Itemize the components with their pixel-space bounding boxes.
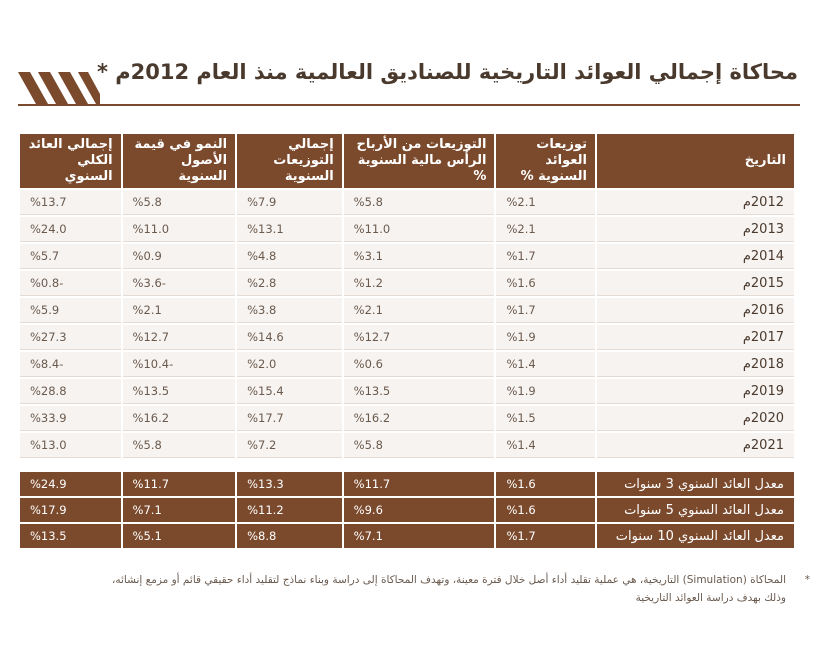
cell-capital-gains: %13.5: [344, 379, 495, 404]
row-year: 2012م: [597, 190, 794, 215]
cell-total-distributions: %7.9: [237, 190, 342, 215]
cell-asset-growth: %0.9: [123, 244, 236, 269]
cell-asset-growth: %2.1: [123, 298, 236, 323]
average-returns-table: [18, 470, 796, 550]
cell-asset-growth: %5.8: [123, 190, 236, 215]
returns-table: [18, 132, 796, 460]
cell-asset-growth: %12.7: [123, 325, 236, 350]
summary-asset-growth: %7.1: [123, 498, 236, 522]
table-row: [20, 379, 794, 404]
summary-yield: %1.6: [496, 472, 595, 496]
cell-capital-gains: %16.2: [344, 406, 495, 431]
header-annual-yield-distributions: توزيعات العوائد السنوية %: [496, 134, 595, 188]
cell-total-return: %5.7: [20, 244, 121, 269]
cell-total-return: %8.4-: [20, 352, 121, 377]
page-title: محاكاة إجمالي العوائد التاريخية للصناديق العالمية منذ العام 2012م *: [96, 60, 798, 84]
cell-total-distributions: %4.8: [237, 244, 342, 269]
cell-capital-gains: %12.7: [344, 325, 495, 350]
cell-yield: %1.6: [496, 271, 595, 296]
row-year: 2016م: [597, 298, 794, 323]
cell-yield: %2.1: [496, 190, 595, 215]
title-divider: [18, 104, 800, 106]
row-year: 2013م: [597, 217, 794, 242]
summary-row: [20, 524, 794, 548]
cell-yield: %1.5: [496, 406, 595, 431]
summary-label: معدل العائد السنوي 5 سنوات: [597, 498, 794, 522]
cell-yield: %1.7: [496, 244, 595, 269]
cell-capital-gains: %5.8: [344, 190, 495, 215]
header-total-return: إجمالي العائد الكلي السنوي: [20, 134, 121, 188]
table-row: [20, 325, 794, 350]
summary-asset-growth: %11.7: [123, 472, 236, 496]
summary-capital-gains: %9.6: [344, 498, 495, 522]
footnote-marker: *: [804, 574, 810, 586]
summary-total-distributions: %11.2: [237, 498, 342, 522]
cell-capital-gains: %3.1: [344, 244, 495, 269]
header-date: التاريخ: [597, 134, 794, 188]
cell-total-return: %0.8-: [20, 271, 121, 296]
header-capital-gains-distributions: التوزيعات من الأرباح الرأس مالية السنوية %: [344, 134, 495, 188]
footnote-line-2: وذلك بهدف دراسة العوائد التاريخية: [635, 592, 786, 604]
summary-asset-growth: %5.1: [123, 524, 236, 548]
cell-asset-growth: %13.5: [123, 379, 236, 404]
cell-total-return: %33.9: [20, 406, 121, 431]
table-row: [20, 217, 794, 242]
cell-capital-gains: %5.8: [344, 433, 495, 458]
summary-capital-gains: %11.7: [344, 472, 495, 496]
cell-yield: %2.1: [496, 217, 595, 242]
header-asset-growth: النمو في قيمة الأصول السنوية: [123, 134, 236, 188]
table-row: [20, 271, 794, 296]
brand-chevrons-icon: [18, 72, 100, 104]
cell-yield: %1.9: [496, 325, 595, 350]
summary-yield: %1.7: [496, 524, 595, 548]
summary-total-return: %17.9: [20, 498, 121, 522]
summary-label: معدل العائد السنوي 3 سنوات: [597, 472, 794, 496]
cell-capital-gains: %0.6: [344, 352, 495, 377]
cell-total-return: %5.9: [20, 298, 121, 323]
table-row: [20, 406, 794, 431]
row-year: 2017م: [597, 325, 794, 350]
summary-total-return: %24.9: [20, 472, 121, 496]
table-row: [20, 244, 794, 269]
cell-capital-gains: %1.2: [344, 271, 495, 296]
cell-asset-growth: %3.6-: [123, 271, 236, 296]
summary-row: [20, 472, 794, 496]
summary-row: [20, 498, 794, 522]
cell-total-return: %27.3: [20, 325, 121, 350]
cell-yield: %1.4: [496, 433, 595, 458]
cell-asset-growth: %5.8: [123, 433, 236, 458]
row-year: 2018م: [597, 352, 794, 377]
row-year: 2014م: [597, 244, 794, 269]
table-row: [20, 298, 794, 323]
cell-total-distributions: %2.8: [237, 271, 342, 296]
header-total-distributions: إجمالي التوزيعات السنوية: [237, 134, 342, 188]
row-year: 2019م: [597, 379, 794, 404]
footnote-line-1: المحاكاة (Simulation) التاريخية، هي عملية تقليد أداء أصل خلال فترة معينة، وتهدف المحاكاة إلى دراسة وبناء نماذج لتقليد أداء حقيقي قائم أو مزمع إنشائه،: [111, 574, 786, 586]
cell-total-distributions: %2.0: [237, 352, 342, 377]
summary-total-distributions: %13.3: [237, 472, 342, 496]
cell-total-distributions: %17.7: [237, 406, 342, 431]
cell-total-distributions: %15.4: [237, 379, 342, 404]
cell-yield: %1.4: [496, 352, 595, 377]
cell-capital-gains: %2.1: [344, 298, 495, 323]
cell-total-distributions: %14.6: [237, 325, 342, 350]
cell-yield: %1.7: [496, 298, 595, 323]
cell-total-return: %13.7: [20, 190, 121, 215]
cell-capital-gains: %11.0: [344, 217, 495, 242]
cell-total-return: %24.0: [20, 217, 121, 242]
row-year: 2020م: [597, 406, 794, 431]
summary-total-return: %13.5: [20, 524, 121, 548]
table-header-row: [20, 134, 794, 188]
row-year: 2021م: [597, 433, 794, 458]
cell-asset-growth: %10.4-: [123, 352, 236, 377]
cell-total-distributions: %13.1: [237, 217, 342, 242]
summary-capital-gains: %7.1: [344, 524, 495, 548]
cell-total-return: %13.0: [20, 433, 121, 458]
cell-asset-growth: %11.0: [123, 217, 236, 242]
cell-yield: %1.9: [496, 379, 595, 404]
cell-total-distributions: %3.8: [237, 298, 342, 323]
summary-total-distributions: %8.8: [237, 524, 342, 548]
table-row: [20, 433, 794, 458]
cell-total-return: %28.8: [20, 379, 121, 404]
footnote: [30, 571, 810, 607]
summary-label: معدل العائد السنوي 10 سنوات: [597, 524, 794, 548]
table-row: [20, 190, 794, 215]
table-row: [20, 352, 794, 377]
row-year: 2015م: [597, 271, 794, 296]
cell-asset-growth: %16.2: [123, 406, 236, 431]
summary-yield: %1.6: [496, 498, 595, 522]
cell-total-distributions: %7.2: [237, 433, 342, 458]
